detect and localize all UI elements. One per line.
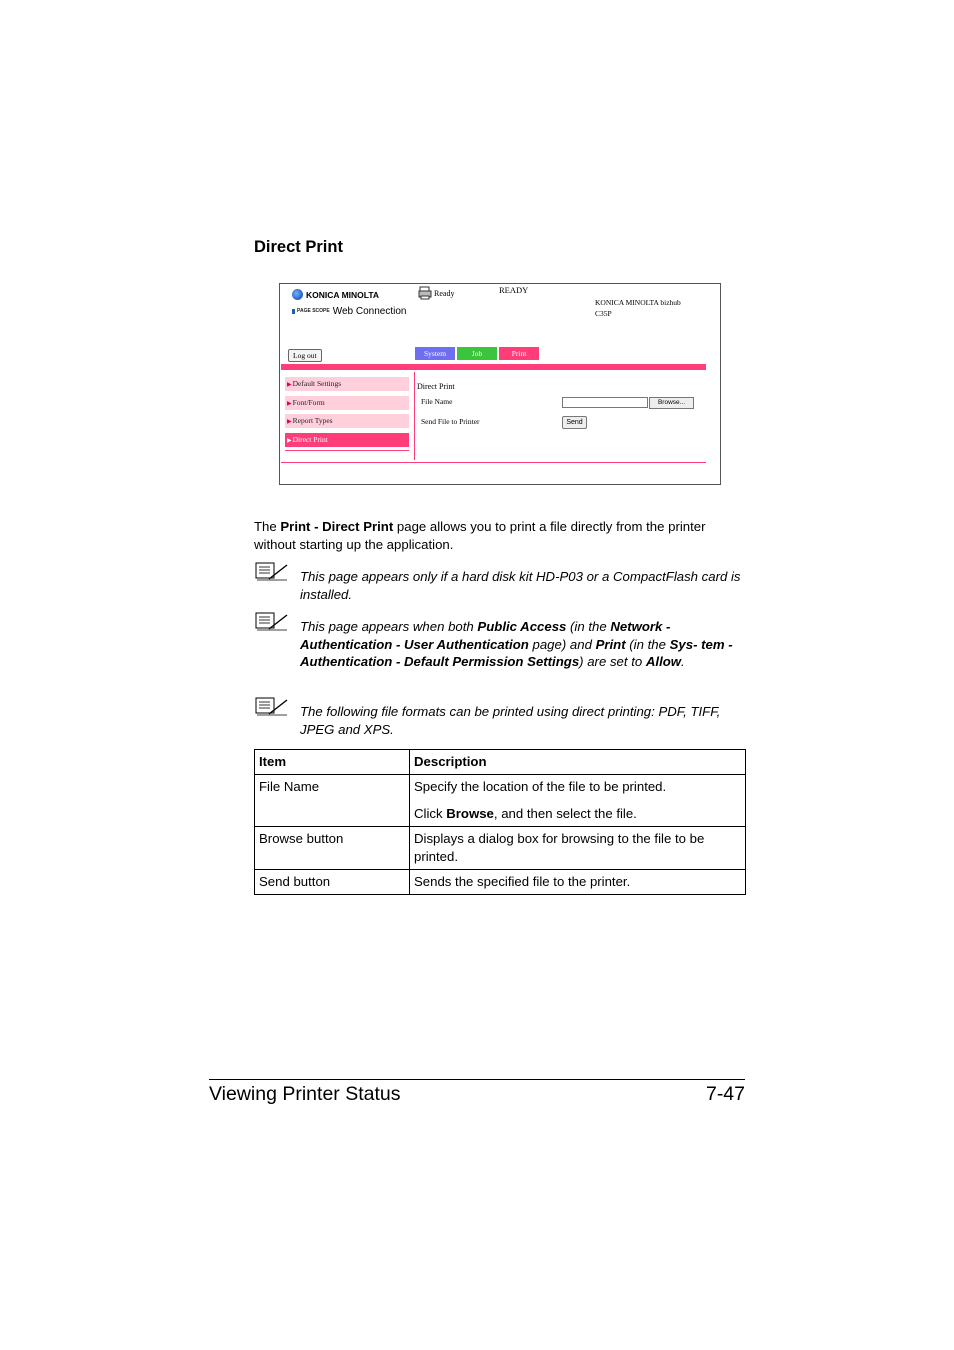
table-row — [255, 827, 746, 870]
description-line: Specify the location of the file to be printed. — [414, 779, 667, 794]
intro-bold: Print - Direct Print — [280, 519, 394, 534]
note-bold: Allow — [645, 654, 682, 669]
pagescope-icon: PAGE SCOPE — [292, 309, 330, 314]
status-big: READY — [499, 285, 529, 295]
tab-job[interactable]: Job — [457, 347, 497, 360]
table-cell-item: Browse button — [255, 827, 410, 870]
note-2 — [300, 618, 746, 671]
menu-item-label: Report Types — [292, 416, 333, 425]
web-connection-screenshot — [279, 283, 721, 485]
note-text: This page appears when both — [300, 619, 478, 634]
table-row — [255, 870, 746, 895]
globe-icon — [292, 289, 303, 300]
note-text: ) are set to — [579, 654, 646, 669]
table-cell-description — [410, 775, 746, 827]
arrow-right-icon: ▶ — [287, 438, 292, 444]
menu-item-direct-print[interactable] — [285, 433, 409, 447]
tab-print[interactable]: Print — [499, 347, 539, 360]
note-bold: Sys- tem - Authentication - Default Permission Settings — [300, 636, 733, 669]
file-name-label: File Name — [421, 397, 453, 406]
note-bold: Network - Authentication - User Authentication — [300, 619, 671, 652]
description-line — [414, 805, 741, 823]
konica-minolta-logo — [292, 289, 379, 300]
arrow-right-icon: ▶ — [287, 382, 292, 388]
menu-item-label: Direct Print — [292, 435, 328, 444]
browse-button[interactable]: Browse... — [649, 397, 694, 409]
printer-icon — [418, 286, 432, 300]
tab-system[interactable]: System — [415, 347, 455, 360]
pagescope-logo — [292, 306, 406, 317]
pane-title: Direct Print — [417, 382, 455, 391]
note-bold: Public Access — [477, 619, 567, 634]
header-bar — [281, 364, 706, 370]
description-bold: Browse — [446, 806, 494, 821]
menu-divider — [285, 450, 409, 451]
arrow-right-icon: ▶ — [287, 401, 292, 407]
footer-chapter-title: Viewing Printer Status — [209, 1083, 401, 1105]
footer-line — [281, 462, 706, 463]
menu-item-default-settings[interactable] — [285, 377, 409, 391]
menu-item-report-types[interactable] — [285, 414, 409, 428]
note-text: . — [681, 654, 685, 669]
note-3: The following file formats can be printed using direct printing: PDF, TIFF, JPEG and XPS. — [300, 704, 721, 737]
model-line1: KONICA MINOLTA bizhub — [595, 298, 681, 307]
section-title: Direct Print — [254, 238, 343, 256]
description-text: Click — [414, 806, 447, 821]
menu-item-label: Font/Form — [292, 398, 325, 407]
description-text: , and then select the file. — [493, 806, 637, 821]
table-header: Item — [255, 750, 410, 775]
table-cell-description: Displays a dialog box for browsing to the file to be printed. — [410, 827, 746, 870]
logout-button[interactable]: Log out — [288, 349, 322, 362]
pane-divider — [414, 372, 415, 460]
send-button[interactable]: Send — [562, 416, 587, 429]
menu-item-label: Default Settings — [292, 379, 342, 388]
table-cell-item: Send button — [255, 870, 410, 895]
note-text: page) and — [528, 636, 596, 652]
note-text: (in the — [625, 636, 670, 652]
note-icon — [255, 697, 289, 717]
table-header-row — [255, 750, 746, 775]
footer-rule — [209, 1079, 745, 1080]
table-cell-item: File Name — [255, 775, 410, 827]
note-bold: Print — [595, 636, 626, 652]
model-name — [595, 297, 681, 319]
menu-item-font-form[interactable] — [285, 396, 409, 410]
model-line2: C35P — [595, 309, 612, 318]
note-1: This page appears only if a hard disk kit HD-P03 or a CompactFlash card is installed. — [300, 569, 741, 602]
product-name: Web Connection — [332, 306, 407, 317]
page-number: 7-47 — [705, 1083, 745, 1105]
intro-paragraph — [254, 518, 746, 554]
table-cell-description: Sends the specified file to the printer. — [410, 870, 746, 895]
brand-name: KONICA MINOLTA — [306, 289, 380, 300]
status-small: Ready — [434, 289, 455, 298]
description-table — [254, 749, 746, 895]
note-text: (in the — [566, 619, 611, 634]
intro-text: The — [254, 519, 281, 534]
send-file-label: Send File to Printer — [421, 417, 480, 426]
table-row — [255, 775, 746, 827]
table-header: Description — [410, 750, 746, 775]
note-icon — [255, 562, 289, 582]
file-name-input[interactable] — [562, 397, 648, 408]
intro-text-end: page allows you to print a file directly from the printer without starting up the application. — [254, 519, 706, 552]
note-icon — [255, 612, 289, 632]
arrow-right-icon: ▶ — [287, 419, 292, 425]
